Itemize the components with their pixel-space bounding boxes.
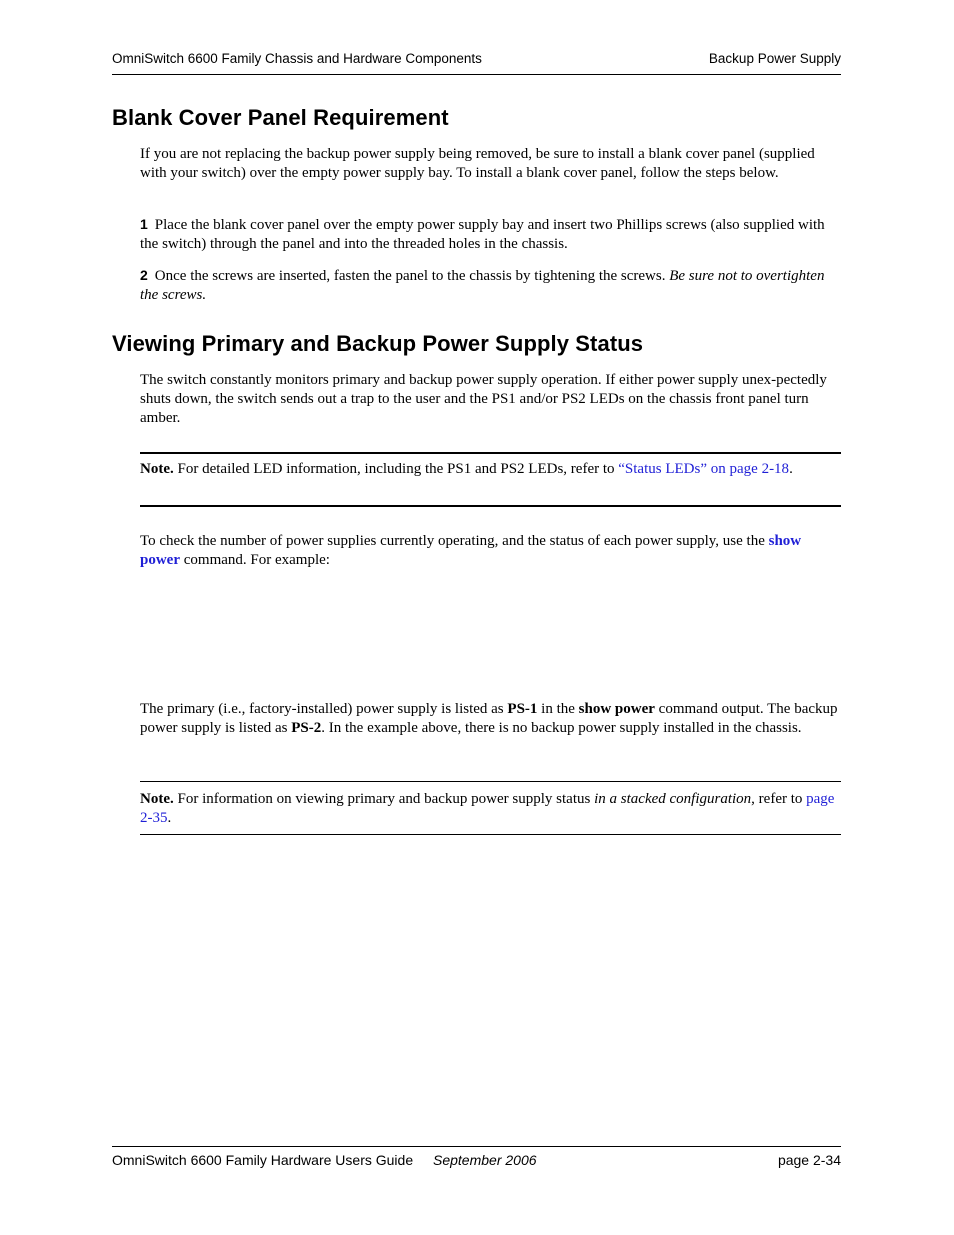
section-heading-power-status: Viewing Primary and Backup Power Supply Status [112, 331, 644, 356]
section-heading-blank-cover: Blank Cover Panel Requirement [112, 105, 449, 130]
note2-rule-bottom [140, 834, 841, 835]
step-2 [140, 266, 840, 305]
note-label: Note. [140, 791, 174, 807]
page-2-35-link[interactable]: page 2-35 [140, 791, 835, 826]
step-caution: Be sure not to overtighten the screws. [140, 268, 825, 303]
show-power-command-link[interactable]: show power [140, 533, 802, 568]
header-rule [112, 74, 841, 75]
status-leds-link[interactable]: “Status LEDs” on page 2-18 [618, 461, 790, 477]
step-text: Once the screws are inserted, fasten the panel to the chassis by tightening the screws. [154, 268, 670, 284]
footer-page-number: page 2-34 [777, 1152, 841, 1168]
paragraph-check-power: To check the number of power supplies currently operating, and the status of each power supply, use the show power command. For example: [140, 533, 802, 568]
step-number: 2 [140, 267, 148, 283]
footer-date: September 2006 [433, 1152, 537, 1168]
paragraph-primary-backup: The primary (i.e., factory-installed) power supply is listed as PS-1 in the show power command output. The backup power supply is listed as PS-2. In the example above, there is no backup power supply installed in the chassis. [140, 701, 838, 736]
step-1 [140, 215, 840, 254]
note-stacked-config: Note. For information on viewing primary and backup power supply status in a stacked configuration, refer to page 2-35. [140, 791, 835, 826]
note-label: Note. [140, 461, 174, 477]
step-text: Place the blank cover panel over the empty power supply bay and insert two Phillips screws (also supplied with the switch) through the panel and into the threaded holes in the chassis. [140, 217, 825, 252]
step-number: 1 [140, 216, 148, 232]
running-header-title: OmniSwitch 6600 Family Chassis and Hardware Components [112, 51, 482, 66]
paragraph-power-status-intro: The switch constantly monitors primary and backup power supply operation. If either power supply unex-pectedly shuts down, the switch sends out a trap to the user and the PS1 and/or PS2 LEDs on the chassis front panel turn amber. [140, 372, 827, 426]
running-header-section: Backup Power Supply [708, 51, 841, 66]
note2-rule-top [140, 781, 841, 782]
note-rule-bottom [140, 505, 841, 507]
paragraph-blank-cover-intro: If you are not replacing the backup power supply being removed, be sure to install a blank cover panel (supplied with your switch) over the empty power supply bay. To install a blank cover panel, follow the steps below. [140, 146, 815, 181]
footer-guide-title: OmniSwitch 6600 Family Hardware Users Guide [112, 1152, 414, 1168]
note-led-info: Note. For detailed LED information, including the PS1 and PS2 LEDs, refer to “Status LEDs” on page 2-18. [140, 461, 793, 477]
footer-rule [112, 1146, 841, 1147]
note-rule-top [140, 452, 841, 454]
